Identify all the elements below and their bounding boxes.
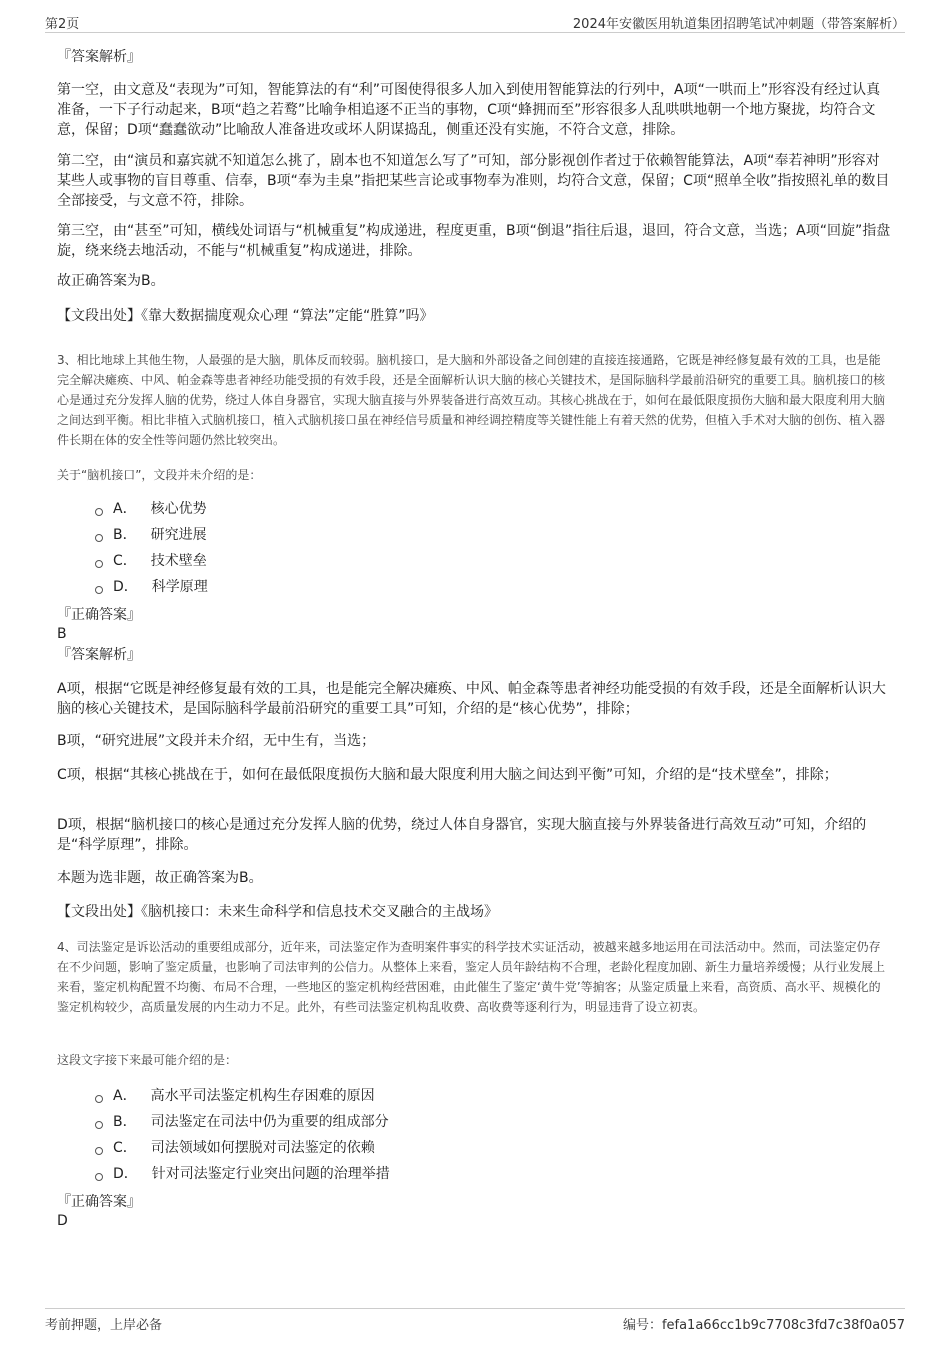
analysis-paragraph: 第三空，由“甚至”可知，横线处词语与“机械重复”构成递进，程度更重，B项“倒退”指往后退，退回，符合文意，当选；A项“回旋”指盘旋，绕来绕去地活动，不能与“机械重复”构成递进，排除。 xyxy=(57,223,891,259)
question-stem: 4、司法鉴定是诉讼活动的重要组成部分，近年来，司法鉴定作为查明案件事实的科学技术实证活动，被越来越多地运用在司法活动中。然而，司法鉴定仍存在不少问题，影响了鉴定质量，也影响了司法审判的公信力。从整体上来看，鉴定人员年龄结构不合理，老龄化程度加剧、新生力量培养缓慢；从行业发展上来看，鉴定机构配置不均衡、布局不合理，一些地区的鉴定机构经营困难，由此催生了鉴定‘黄牛党’等掮客；从鉴定质量上来看，高资质、高水平、规模化的鉴定机构较少，高质量发展的内生动力不足。此外，有些司法鉴定机构乱收费、高收费等逐利行为，明显违背了设立初衷。 xyxy=(57,940,886,1014)
analysis-paragraph: 第一空，由文意及“表现为”可知，智能算法的有“利”可图使得很多人加入到使用智能算法的行列中，A项“一哄而上”形容没有经过认真准备，一下子行动起来，B项“趋之若鹜”比喻争相追逐不正当的事物，C项“蜂拥而至”形容很多人乱哄哄地朝一个地方聚拢，均符合文意，保留；D项“蠢蠢欲动”比喻敌人准备进攻或坏人阴谋捣乱，侧重还没有实施，不符合文意，排除。 xyxy=(57,82,881,138)
radio-icon[interactable] xyxy=(95,1173,103,1181)
question-prompt: 这段文字接下来最可能介绍的是： xyxy=(57,1053,238,1067)
option-c[interactable]: C． 技术壁垒 xyxy=(95,551,207,571)
radio-icon[interactable] xyxy=(95,508,103,516)
answer-value: B xyxy=(57,626,67,642)
option-a[interactable]: A． 核心优势 xyxy=(95,499,207,519)
analysis-paragraph: B项，“研究进展”文段并未介绍，无中生有，当选； xyxy=(57,733,376,749)
page-number: 第2页 xyxy=(45,17,80,32)
analysis-label: 『答案解析』 xyxy=(57,49,141,65)
answer-value: D xyxy=(57,1213,68,1229)
document-code: 编号：fefa1a66cc1b9c7708c3fd7c38f0a057 xyxy=(622,1318,905,1333)
conclusion: 本题为选非题，故正确答案为B。 xyxy=(57,870,263,886)
answer-label: 『正确答案』 xyxy=(57,607,141,623)
option-d[interactable]: D． 科学原理 xyxy=(95,577,208,597)
analysis-paragraph: 第二空，由“演员和嘉宾就不知道怎么挑了，剧本也不知道怎么写了”可知，部分影视创作者过于依赖智能算法，A项“奉若神明”形容对某些人或事物的盲目尊重、信奉，B项“奉为圭臬”指把某些言论或事物奉为准则，均符合文意，保留；C项“照单全收”指按照礼单的数目全部接受，与文意不符，排除。 xyxy=(57,153,890,209)
conclusion: 故正确答案为B。 xyxy=(57,273,165,289)
radio-icon[interactable] xyxy=(95,534,103,542)
analysis-paragraph: A项，根据“它既是神经修复最有效的工具，也是能完全解决瘫痪、中风、帕金森等患者神经功能受损的有效手段，还是全面解析认识大脑的核心关键技术，是国际脑科学最前沿研究的重要工具”可知，介绍的是“核心优势”，排除； xyxy=(57,681,886,717)
option-b[interactable]: B． 司法鉴定在司法中仍为重要的组成部分 xyxy=(95,1112,389,1132)
analysis-paragraph: C项，根据“其核心挑战在于，如何在最低限度损伤大脑和最大限度利用大脑之间达到平衡”可知，介绍的是“技术壁垒”，排除； xyxy=(57,767,838,783)
question-stem: 3、相比地球上其他生物，人最强的是大脑，肌体反而较弱。脑机接口，是大脑和外部设备之间创建的直接连接通路，它既是神经修复最有效的工具，也是能完全解决瘫痪、中风、帕金森等患者神经功能受损的有效手段，还是全面解析认识大脑的核心关键技术，是国际脑科学最前沿研究的重要工具。脑机接口的核心是通过充分发挥人脑的优势，绕过人体自身器官，实现大脑直接与外界装备进行高效互动。其核心挑战在于，如何在最低限度损伤大脑和最大限度利用大脑之间达到平衡。相比非植入式脑机接口，植入式脑机接口虽在神经信号质量和神经调控精度等关键性能上有着天然的优势，但植入手术对大脑的创伤、植入器件长期在体的安全性等问题仍然比较突出。 xyxy=(57,353,886,447)
radio-icon[interactable] xyxy=(95,1095,103,1103)
footer-slogan: 考前押题，上岸必备 xyxy=(45,1318,163,1333)
page-header xyxy=(45,10,905,33)
radio-icon[interactable] xyxy=(95,560,103,568)
option-b[interactable]: B． 研究进展 xyxy=(95,525,207,545)
option-c[interactable]: C． 司法领域如何摆脱对司法鉴定的依赖 xyxy=(95,1138,375,1158)
answer-label: 『正确答案』 xyxy=(57,1194,141,1210)
radio-icon[interactable] xyxy=(95,1121,103,1129)
radio-icon[interactable] xyxy=(95,586,103,594)
page-footer xyxy=(45,1308,905,1339)
source-citation: 【文段出处】《脑机接口：未来生命科学和信息技术交叉融合的主战场》 xyxy=(57,904,498,920)
analysis-label: 『答案解析』 xyxy=(57,647,141,663)
analysis-paragraph: D项，根据“脑机接口的核心是通过充分发挥人脑的优势，绕过人体自身器官，实现大脑直接与外界装备进行高效互动”可知，介绍的是“科学原理”，排除。 xyxy=(57,817,867,853)
option-a[interactable]: A． 高水平司法鉴定机构生存困难的原因 xyxy=(95,1086,375,1106)
question-prompt: 关于“脑机接口”，文段并未介绍的是： xyxy=(57,468,262,482)
source-citation: 【文段出处】《靠大数据揣度观众心理 “算法”定能“胜算”吗》 xyxy=(57,308,434,324)
option-d[interactable]: D． 针对司法鉴定行业突出问题的治理举措 xyxy=(95,1164,390,1184)
radio-icon[interactable] xyxy=(95,1147,103,1155)
document-title: 2024年安徽医用轨道集团招聘笔试冲刺题（带答案解析） xyxy=(572,17,905,32)
